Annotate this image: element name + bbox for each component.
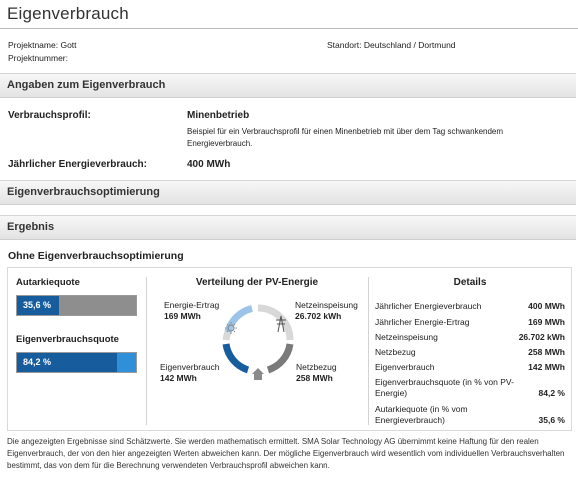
column-divider	[146, 277, 147, 425]
distribution-donut	[218, 300, 298, 382]
detail-label: Autarkiequote (in % vom Energieverbrauch)	[375, 404, 468, 425]
ertrag-label: Energie-Ertrag	[164, 300, 220, 310]
profile-description: Beispiel für ein Verbrauchsprofil für einen Minenbetrieb mit über dem Tag schwankendem Energieverbrauch.	[187, 127, 504, 148]
detail-row	[375, 332, 565, 343]
einspeisung-segment	[258, 308, 290, 340]
consumption-value: 400 MWh	[187, 159, 231, 170]
autarkie-bar	[16, 295, 137, 316]
ertrag-segment	[228, 309, 252, 333]
section-ergebnis[interactable]	[0, 215, 576, 240]
project-location	[327, 40, 456, 50]
disclaimer-text: Die angezeigten Ergebnisse sind Schätzwerte. Sie werden mathematisch ermittelt. SMA Solar Technology AG übernimmt keine Haftung für den realen Eigenverbrauch, der von den hier angezeigten Werten abweichen kann. Der mögliche Eigenverbrauch wird wesentlich vom individuellen Verbrauchsverhalten bestimmt, das von dem für die Berechnung verwendeten Verbrauchsprofil abweichen kann.	[7, 437, 565, 470]
bezug-label: Netzbezug	[296, 362, 337, 372]
distribution-heading: Verteilung der PV-Energie	[195, 277, 319, 288]
detail-row	[375, 347, 565, 358]
autarkie-label: Autarkiequote	[16, 277, 80, 288]
detail-row	[375, 404, 565, 426]
profile-label: Verbrauchsprofil:	[8, 110, 91, 121]
eigenverbrauch-segment	[226, 344, 248, 370]
detail-row	[375, 317, 565, 328]
autarkie-value: 35,6 %	[23, 300, 52, 310]
eigenverbrauch-value: 84,2 %	[23, 357, 52, 367]
eigenverbrauch-label: Eigenverbrauchsquote	[16, 334, 119, 345]
einspeisung-label: Netzeinspeisung	[295, 300, 358, 310]
section-angaben-title: Angaben zum Eigenverbrauch	[7, 79, 166, 91]
eigen-label-block	[160, 362, 220, 384]
eigenverbrauch-bar	[16, 352, 137, 373]
details-heading: Details	[453, 277, 487, 288]
section-optimierung[interactable]	[0, 180, 576, 205]
detail-value: 35,6 %	[538, 415, 565, 425]
bezug-label-block	[296, 362, 337, 384]
ertrag-value: 169 MWh	[164, 311, 201, 321]
einspeisung-label-block	[295, 300, 358, 322]
project-name-value: Gott	[60, 40, 77, 50]
eigen-value: 142 MWh	[160, 373, 197, 383]
location-value: Deutschland / Dortmund	[363, 40, 456, 50]
project-number-label: Projektnummer:	[8, 53, 68, 63]
location-label: Standort:	[327, 40, 362, 50]
detail-label: Jährlicher Energieverbrauch	[375, 301, 482, 311]
detail-value: 26.702 kWh	[518, 332, 565, 342]
eigen-label: Eigenverbrauch	[160, 362, 220, 372]
project-number	[8, 53, 68, 63]
autarkie-bar-remainder	[59, 296, 136, 315]
project-name	[8, 40, 77, 50]
title-divider	[0, 28, 578, 29]
consumption-label: Jährlicher Energieverbrauch:	[8, 159, 147, 170]
ertrag-label-block	[164, 300, 219, 322]
column-divider	[368, 277, 369, 425]
section-angaben[interactable]	[0, 73, 576, 98]
detail-label: Eigenverbrauchsquote (in % von PV-Energie)	[375, 377, 514, 398]
section-optimierung-title: Eigenverbrauchsoptimierung	[7, 186, 160, 198]
netzbezug-segment	[268, 344, 290, 370]
project-name-label: Projektname:	[8, 40, 59, 50]
house-icon	[252, 368, 264, 380]
eigenverbrauch-bar-remainder	[117, 353, 136, 372]
result-subheading: Ohne Eigenverbrauchsoptimierung	[8, 250, 184, 262]
section-ergebnis-title: Ergebnis	[7, 221, 55, 233]
detail-value: 258 MWh	[528, 347, 565, 357]
detail-value: 169 MWh	[528, 317, 565, 327]
detail-label: Netzeinspeisung	[375, 332, 438, 342]
detail-row	[375, 301, 565, 312]
detail-value: 84,2 %	[538, 388, 565, 398]
detail-label: Eigenverbrauch	[375, 362, 435, 372]
bezug-value: 258 MWh	[296, 373, 333, 383]
detail-value: 400 MWh	[528, 301, 565, 311]
profile-value: Minenbetrieb	[187, 110, 250, 121]
detail-label: Netzbezug	[375, 347, 416, 357]
page-title: Eigenverbrauch	[7, 4, 129, 23]
detail-value: 142 MWh	[528, 362, 565, 372]
detail-row	[375, 377, 565, 399]
detail-label: Jährlicher Energie-Ertrag	[375, 317, 470, 327]
detail-row	[375, 362, 565, 373]
einspeisung-value: 26.702 kWh	[295, 311, 342, 321]
